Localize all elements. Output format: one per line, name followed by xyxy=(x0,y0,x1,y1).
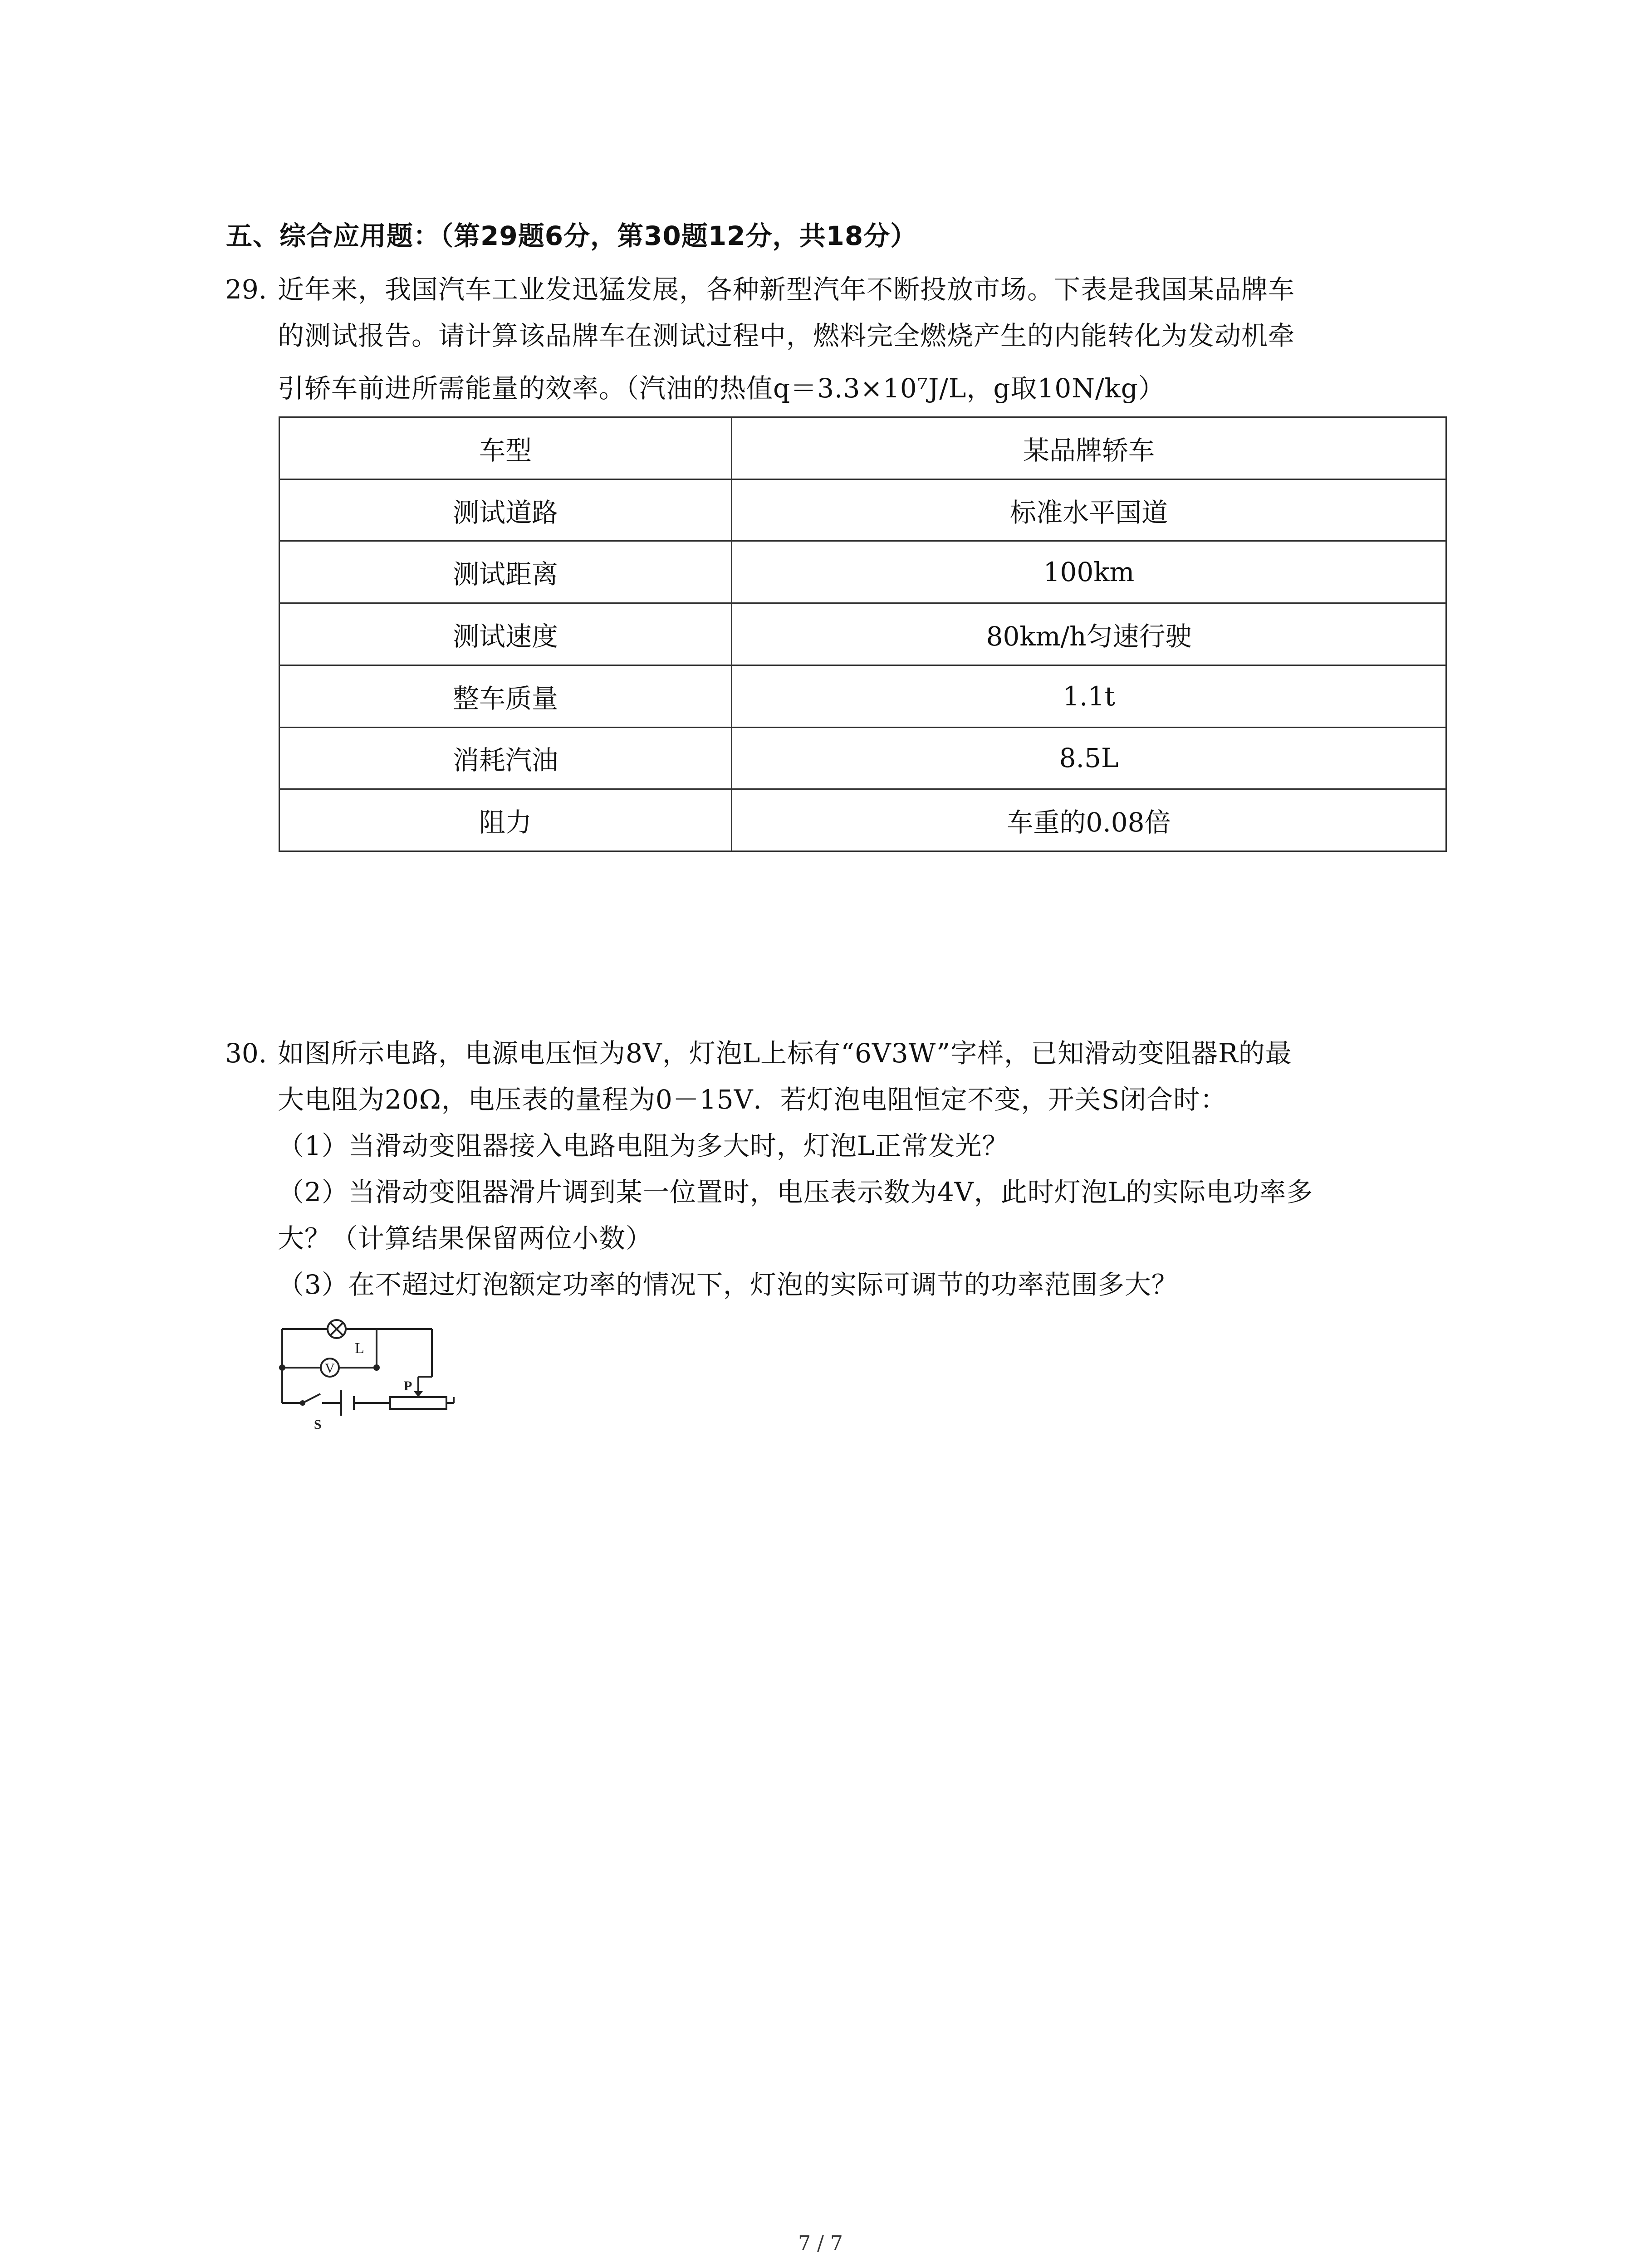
table-cell-value: 某品牌轿车 xyxy=(732,417,1446,479)
table-cell-label: 整车质量 xyxy=(279,665,732,727)
lamp-label: L xyxy=(355,1340,364,1357)
test-report-table xyxy=(279,416,1447,852)
table-cell-label: 测试距离 xyxy=(279,541,732,603)
question-30-part-2-line-1: （2）当滑动变阻器滑片调到某一位置时，电压表示数为4V，此时灯泡L的实际电功率多 xyxy=(278,1177,1313,1207)
table-row xyxy=(279,665,1446,727)
question-29-line-1: 近年来，我国汽车工业发迅猛发展，各种新型汽年不断投放市场。下表是我国某品牌车 xyxy=(278,274,1295,305)
question-30-number: 30. xyxy=(225,1038,267,1069)
question-29-line-2: 的测试报告。请计算该品牌车在测试过程中，燃料完全燃烧产生的内能转化为发动机牵 xyxy=(278,320,1295,351)
table-cell-label: 车型 xyxy=(279,417,732,479)
table-row xyxy=(279,603,1446,665)
table-cell-value: 80km/h匀速行驶 xyxy=(732,603,1446,665)
table-row xyxy=(279,727,1446,789)
table-row xyxy=(279,541,1446,603)
question-30-part-2-line-2: 大？（计算结果保留两位小数） xyxy=(278,1223,653,1254)
voltmeter-label: V xyxy=(325,1361,335,1376)
question-30-part-3: （3）在不超过灯泡额定功率的情况下，灯泡的实际可调节的功率范围多大？ xyxy=(278,1269,1178,1300)
table-cell-label: 测试速度 xyxy=(279,603,732,665)
question-30-line-2: 大电阻为20Ω，电压表的量程为0－15V．若灯泡电阻恒定不变，开关S闭合时： xyxy=(278,1084,1227,1115)
slider-label: P xyxy=(404,1378,412,1393)
table-row xyxy=(279,479,1446,541)
table-cell-label: 阻力 xyxy=(279,789,732,851)
table-cell-value: 100km xyxy=(732,541,1446,603)
question-30-part-1: （1）当滑动变阻器接入电路电阻为多大时，灯泡L正常发光？ xyxy=(278,1130,1009,1161)
table-row xyxy=(279,789,1446,851)
question-30-line-1: 如图所示电路，电源电压恒为8V，灯泡L上标有“6V3W”字样，已知滑动变阻器R的最 xyxy=(278,1038,1292,1069)
circuit-diagram xyxy=(278,1306,459,1438)
table-cell-label: 消耗汽油 xyxy=(279,727,732,789)
switch-label: S xyxy=(314,1417,322,1432)
table-row xyxy=(279,417,1446,479)
table-cell-value: 1.1t xyxy=(732,665,1446,727)
table-cell-label: 测试道路 xyxy=(279,479,732,541)
table-cell-value: 8.5L xyxy=(732,727,1446,789)
section-heading: 五、综合应用题：（第29题6分，第30题12分，共18分） xyxy=(226,220,917,251)
question-29-line-3: 引轿车前进所需能量的效率。（汽油的热值q＝3.3×10⁷J/L，g取10N/kg） xyxy=(278,373,1165,404)
question-29-number: 29. xyxy=(225,274,267,305)
table-cell-value: 标准水平国道 xyxy=(732,479,1446,541)
page-number: 7 / 7 xyxy=(798,2232,843,2255)
lamp-icon xyxy=(328,1320,346,1338)
table-cell-value: 车重的0.08倍 xyxy=(732,789,1446,851)
